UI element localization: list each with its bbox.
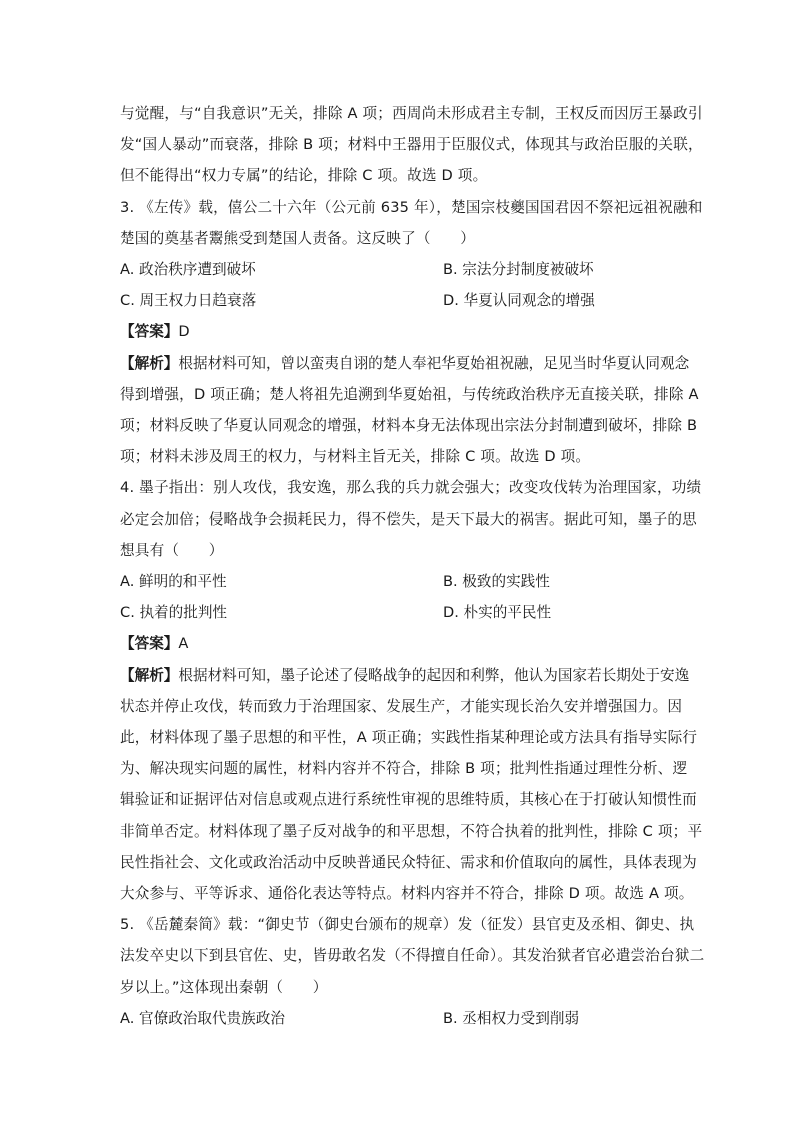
analysis-text-line: 项；材料反映了华夏认同观念的增强，材料本身无法体现出宗法分封制遭到破坏，排除 B (120, 417, 698, 435)
option-b: B. 极致的实践性 (443, 573, 550, 591)
options-row (120, 285, 680, 316)
analysis-label: 【解析】 (120, 354, 179, 372)
analysis-text: 根据材料可知，墨子论述了侵略战争的起因和利弊，他认为国家若长期处于安逸 (178, 666, 690, 684)
option-c: C. 周王权力日趋衰落 (120, 292, 257, 310)
text-line: 但不能得出“权力专属”的结论，排除 C 项。故选 D 项。 (120, 167, 488, 185)
question-3 (120, 192, 703, 473)
answer-label: 【答案】 (120, 323, 179, 341)
option-d: D. 朴实的平民性 (443, 604, 552, 622)
question-stem-line: 岁以上。”这体现出秦朝（ ） (120, 978, 328, 996)
question-5 (120, 909, 705, 1034)
question-stem-line: 4. 墨子指出：别人攻伐，我安逸，那么我的兵力就会强大；改变攻伐转为治理国家，功绩 (120, 479, 702, 497)
analysis-line (120, 348, 690, 379)
question-stem-line: 想具有（ ） (120, 541, 224, 559)
question-stem-line: 楚国的奠基者鬻熊受到楚国人责备。这反映了（ ） (120, 229, 476, 247)
answer-value: A (178, 635, 189, 653)
text-line: 发“国人暴动”而衰落，排除 B 项；材料中王器用于臣服仪式，体现其与政治臣服的关联， (120, 136, 703, 154)
analysis-text-line: 状态并停止攻伐，转而致力于治理国家、发展生产，才能实现长治久安并增强国力。因 (120, 697, 683, 715)
option-a: A. 鲜明的和平性 (120, 573, 227, 591)
analysis-text-line: 大众参与、平等诉求、通俗化表达等特点。材料内容并不符合，排除 D 项。故选 A 项。 (120, 885, 694, 903)
previous-analysis-continuation (120, 98, 703, 192)
analysis-text: 根据材料可知，曾以蛮夷自诩的楚人奉祀华夏始祖祝融，足见当时华夏认同观念 (178, 354, 690, 372)
option-d: D. 华夏认同观念的增强 (443, 292, 595, 310)
analysis-line (120, 660, 690, 691)
options-row (120, 566, 680, 597)
options-row (120, 597, 680, 628)
question-stem-line: 3. 《左传》载，僖公二十六年（公元前 635 年），楚国宗枝夔国国君因不祭祀远祖祝融和 (120, 198, 703, 216)
question-stem-line: 5. 《岳麓秦简》载：“御史节（御史台颁布的规章）发（征发）县官吏及丞相、御史、执 (120, 916, 695, 934)
answer-line (120, 316, 680, 347)
question-stem-line: 法发卒史以下到县官佐、史，皆毋敢名发（不得擅自任命）。其发治狱者官必遣尝治台狱二 (120, 947, 705, 965)
analysis-text-line: 辑验证和证据评估对信息或观点进行系统性审视的思维特质，其核心在于打破认知惯性而 (120, 791, 697, 809)
analysis-text-line: 得到增强，D 项正确；楚人将祖先追溯到华夏始祖，与传统政治秩序无直接关联，排除 A (120, 385, 699, 403)
option-b: B. 宗法分封制度被破坏 (443, 261, 594, 279)
question-stem-line: 必定会加倍；侵略战争会损耗民力，得不偿失，是天下最大的祸害。据此可知，墨子的思 (120, 510, 697, 528)
analysis-text-line: 为、解决现实问题的属性，材料内容并不符合，排除 B 项；批判性指通过理性分析、逻 (120, 760, 688, 778)
option-a: A. 官僚政治取代贵族政治 (120, 1009, 285, 1027)
answer-label: 【答案】 (120, 635, 179, 653)
analysis-text-line: 项；材料未涉及周王的权力，与材料主旨无关，排除 C 项。故选 D 项。 (120, 448, 591, 466)
answer-line (120, 628, 680, 659)
analysis-text-line: 民性指社会、文化或政治活动中反映普通民众特征、需求和价值取向的属性，具体表现为 (120, 853, 697, 871)
question-4 (120, 472, 703, 909)
answer-value: D (178, 323, 190, 341)
options-row (120, 1003, 680, 1034)
option-a: A. 政治秩序遭到破坏 (120, 261, 256, 279)
analysis-text-line: 此，材料体现了墨子思想的和平性，A 项正确；实践性指某种理论或方法具有指导实际行 (120, 729, 698, 747)
document-content (120, 98, 705, 1034)
analysis-text-line: 非简单否定。材料体现了墨子反对战争的和平思想，不符合执着的批判性，排除 C 项；平 (120, 822, 703, 840)
options-row (120, 254, 680, 285)
option-c: C. 执着的批判性 (120, 604, 228, 622)
option-b: B. 丞相权力受到削弱 (443, 1009, 580, 1027)
analysis-label: 【解析】 (120, 666, 179, 684)
text-line: 与觉醒，与“自我意识”无关，排除 A 项；西周尚未形成君主专制，王权反而因厉王暴政引 (120, 105, 703, 122)
